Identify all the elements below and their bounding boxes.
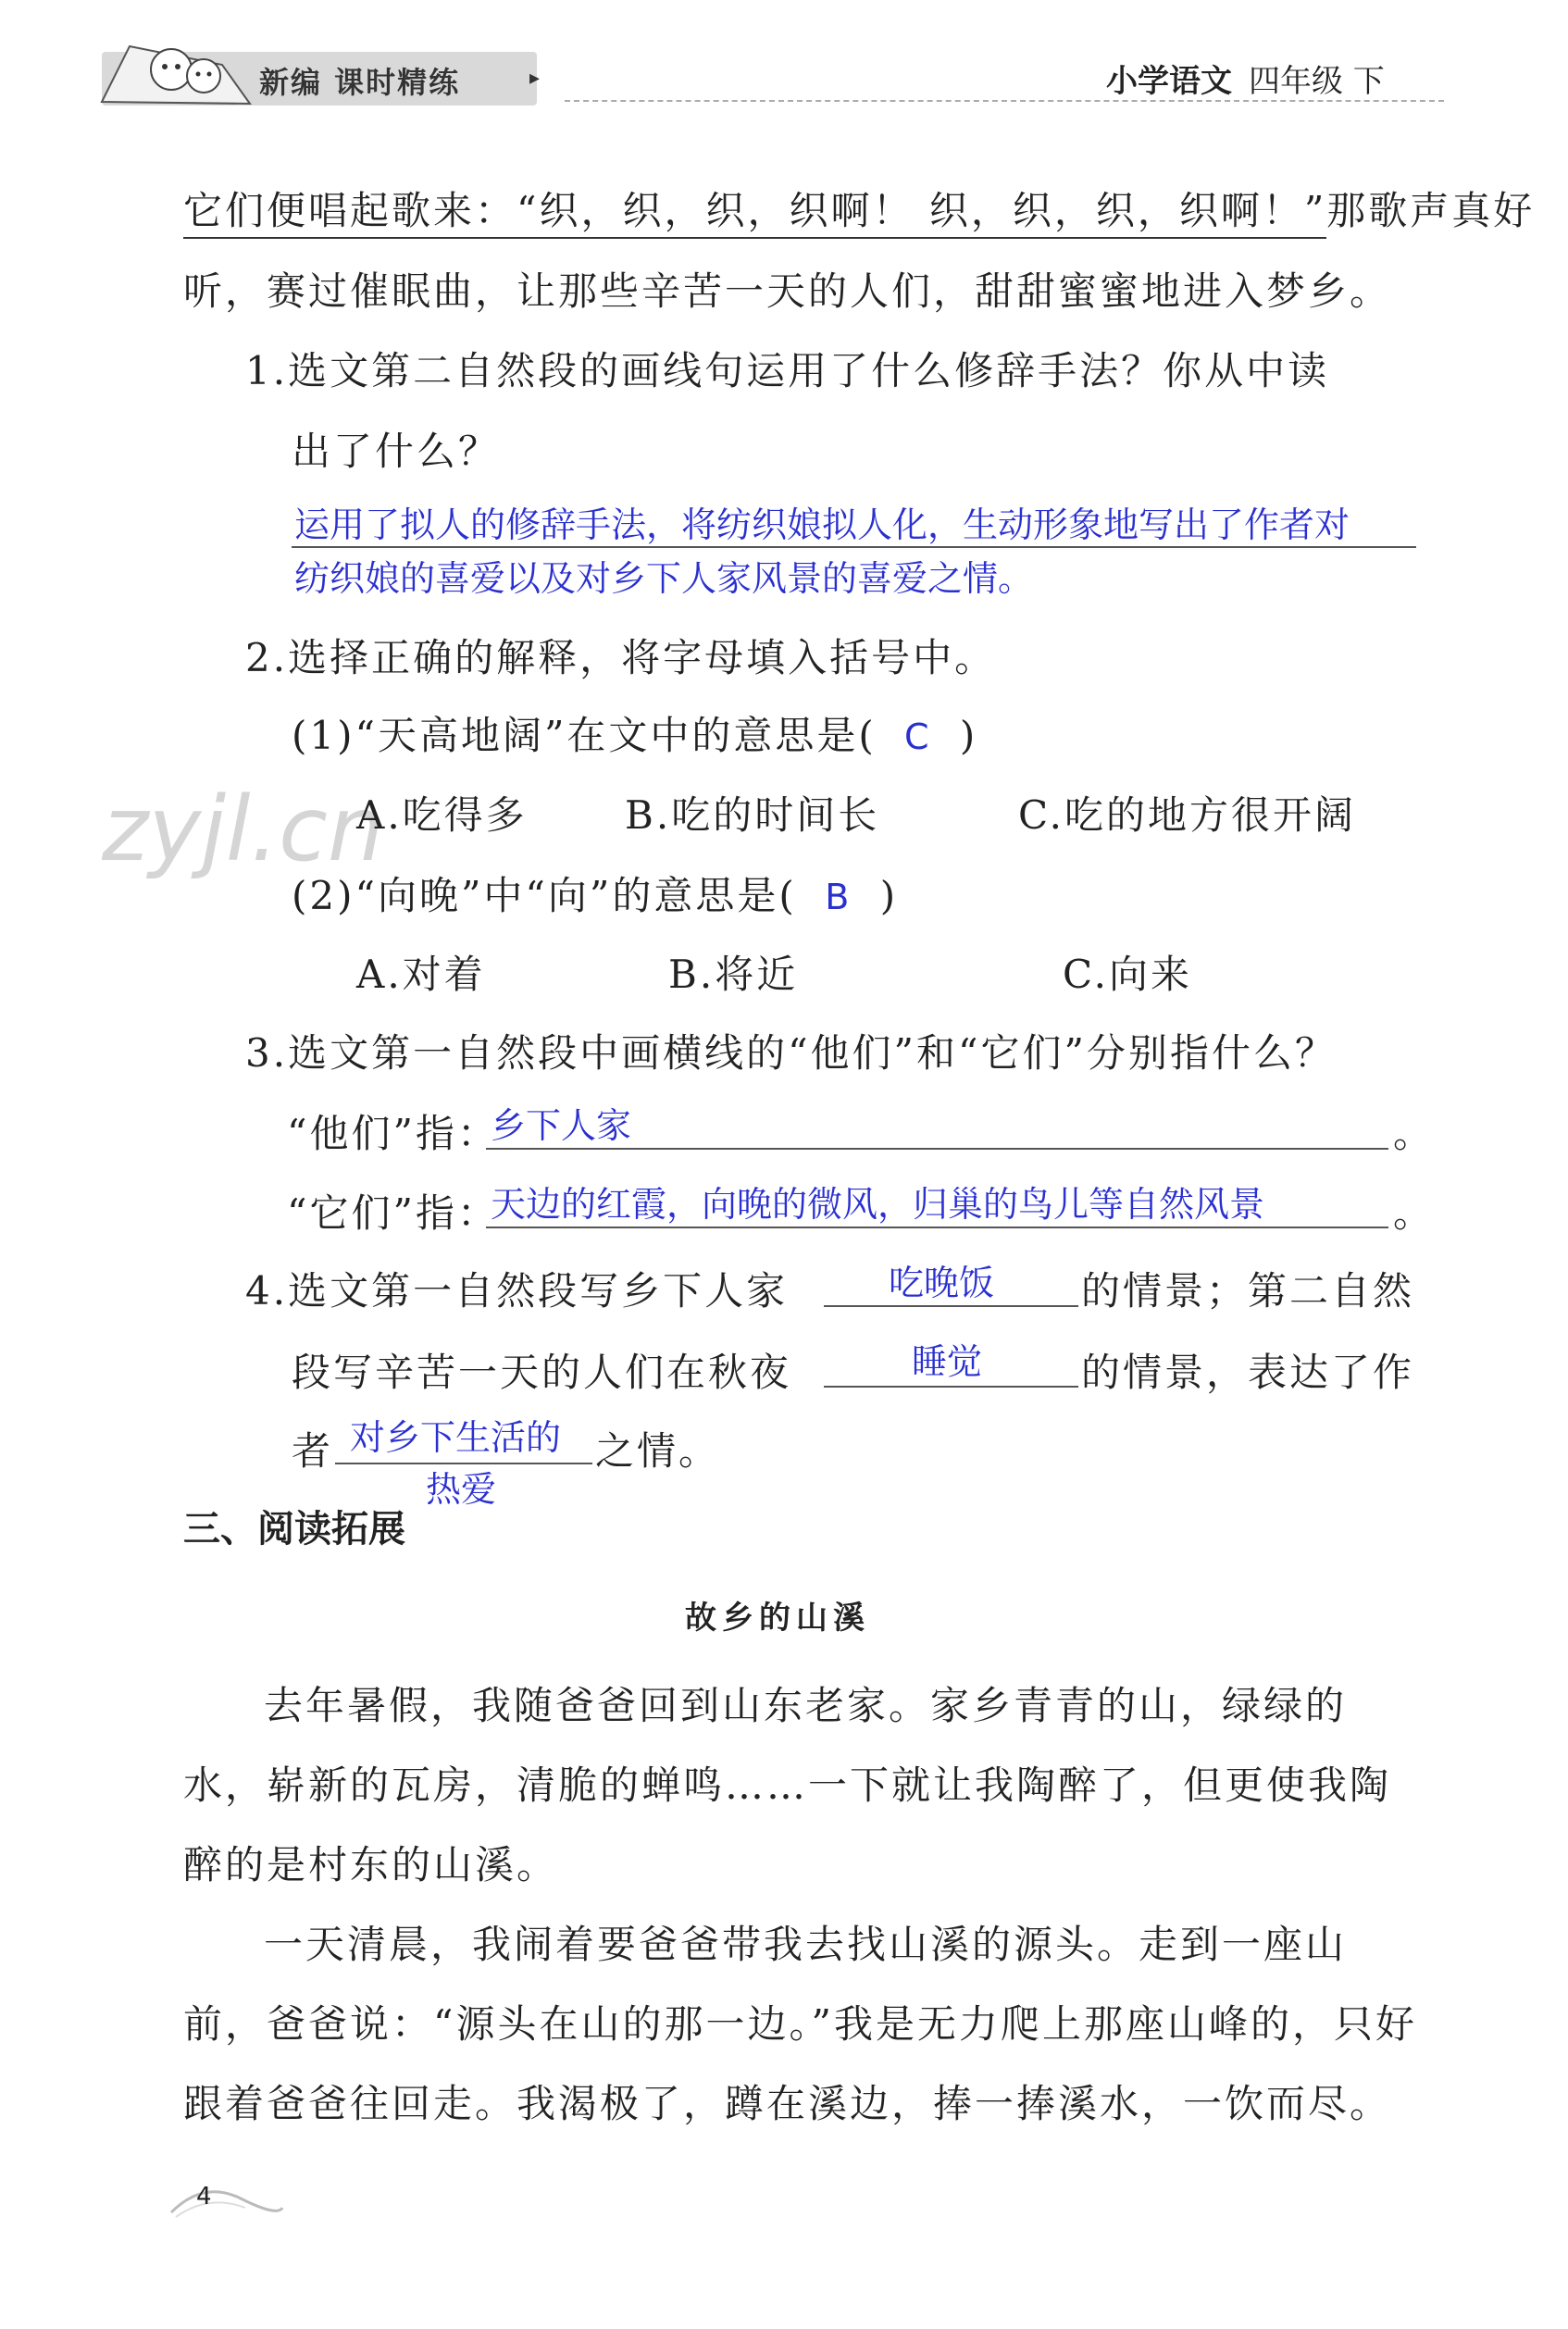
article-p2-line-3: 跟着爸爸往回走。我渴极了，蹲在溪边，捧一捧溪水，一饮而尽。 xyxy=(183,2081,1392,2126)
q3-b-answer: 天边的红霞，向晚的微风，归巢的鸟儿等自然风景 xyxy=(491,1184,1265,1225)
passage-line-1 xyxy=(183,181,1535,236)
q4-answer-3b: 热爱 xyxy=(426,1469,497,1510)
subject-grade xyxy=(1106,56,1385,101)
q4-line-3-a: 者 xyxy=(292,1428,334,1474)
q1-line-2: 出了什么？ xyxy=(292,429,501,474)
q4-line-2-a: 段写辛苦一天的人们在秋夜 xyxy=(292,1350,792,1395)
q3-a-period: 。 xyxy=(1393,1111,1436,1156)
q2-sub-1-close: ) xyxy=(959,713,978,758)
article-p2-line-2: 前，爸爸说：“源头在山的那一边。”我是无力爬上那座山峰的，只好 xyxy=(183,2001,1417,2047)
passage-line-1-rest: 那歌声真好 xyxy=(1326,188,1536,233)
answer-line xyxy=(292,546,1416,548)
q4-line-1-a: 4.选文第一自然段写乡下人家 xyxy=(245,1268,789,1314)
q1-answer-2: 纺织娘的喜爱以及对乡下人家风景的喜爱之情。 xyxy=(294,558,1034,599)
answer-line xyxy=(824,1386,1078,1388)
q2-sub-2-option-a: A.对着 xyxy=(356,952,486,997)
answer-line xyxy=(486,1148,1388,1150)
underlined-sentence: 它们便唱起歌来：“织，织，织，织啊！ 织，织，织，织啊！” xyxy=(183,188,1326,239)
q3-a-answer: 乡下人家 xyxy=(491,1105,632,1146)
q4-line-3-b: 之情。 xyxy=(595,1428,721,1474)
grade: 四年级 下 xyxy=(1249,63,1385,100)
q2-sub-1-option-a: A.吃得多 xyxy=(356,792,528,838)
q3-prompt: 3.选文第一自然段中画横线的“他们”和“它们”分别指什么？ xyxy=(245,1030,1337,1076)
cartoon-bears-icon xyxy=(93,28,259,111)
q2-sub-2-option-c: C.向来 xyxy=(1063,952,1192,997)
q3-b-period: 。 xyxy=(1393,1190,1436,1236)
q2-sub-2-text: (2)“向晚”中“向”的意思是( xyxy=(292,873,797,918)
article-p1-line-1: 去年暑假，我随爸爸回到山东老家。家乡青青的山，绿绿的 xyxy=(264,1683,1348,1728)
q2-sub-1-option-b: B.吃的时间长 xyxy=(625,792,880,838)
answer-line xyxy=(486,1227,1388,1228)
q2-sub-1-answer: C xyxy=(904,716,932,757)
q3-b-label: “它们”指： xyxy=(287,1190,499,1236)
q4-answer-1: 吃晚饭 xyxy=(889,1263,995,1303)
q2-sub-1-text: (1)“天高地阔”在文中的意思是( xyxy=(292,713,877,758)
series-title: 新编 课时精练 xyxy=(259,65,461,100)
q2-sub-1-option-c: C.吃的地方很开阔 xyxy=(1018,792,1356,838)
q4-line-2-b: 的情景，表达了作 xyxy=(1081,1350,1415,1395)
article-p1-line-3: 醉的是村东的山溪。 xyxy=(183,1842,559,1887)
q1-line-1: 1.选文第二自然段的画线句运用了什么修辞手法？你从中读 xyxy=(245,348,1330,393)
watermark: zyjl.cn xyxy=(102,778,384,881)
section-heading: 三、阅读拓展 xyxy=(183,1508,405,1551)
q2-sub-2-option-b: B.将近 xyxy=(668,952,799,997)
header-arrow-icon: ▸ xyxy=(529,67,541,90)
q4-line-1-b: 的情景；第二自然 xyxy=(1081,1268,1415,1314)
q1-answer-1: 运用了拟人的修辞手法，将纺织娘拟人化，生动形象地写出了作者对 xyxy=(294,504,1350,545)
q2-sub-2-answer: B xyxy=(825,877,852,917)
q2-prompt: 2.选择正确的解释，将字母填入括号中。 xyxy=(245,635,997,680)
q2-sub-2-close: ) xyxy=(879,873,899,918)
article-p1-line-2: 水，崭新的瓦房，清脆的蝉鸣……一下就让我陶醉了，但更使我陶 xyxy=(183,1762,1392,1808)
q2-sub-1 xyxy=(292,705,977,761)
page-number: 4 xyxy=(196,2183,212,2211)
article-title: 故乡的山溪 xyxy=(685,1600,870,1637)
answer-line xyxy=(824,1305,1078,1307)
q4-answer-2: 睡觉 xyxy=(912,1341,983,1382)
subject: 小学语文 xyxy=(1106,63,1232,100)
q2-sub-2 xyxy=(292,866,898,921)
article-p2-line-1: 一天清晨，我闹着要爸爸带我去找山溪的源头。走到一座山 xyxy=(264,1922,1348,1967)
q4-answer-3a: 对乡下生活的 xyxy=(350,1417,562,1458)
q3-a-label: “他们”指： xyxy=(287,1111,499,1156)
passage-line-2: 听，赛过催眠曲，让那些辛苦一天的人们，甜甜蜜蜜地进入梦乡。 xyxy=(183,268,1392,314)
page-swirl-icon xyxy=(167,2175,287,2222)
